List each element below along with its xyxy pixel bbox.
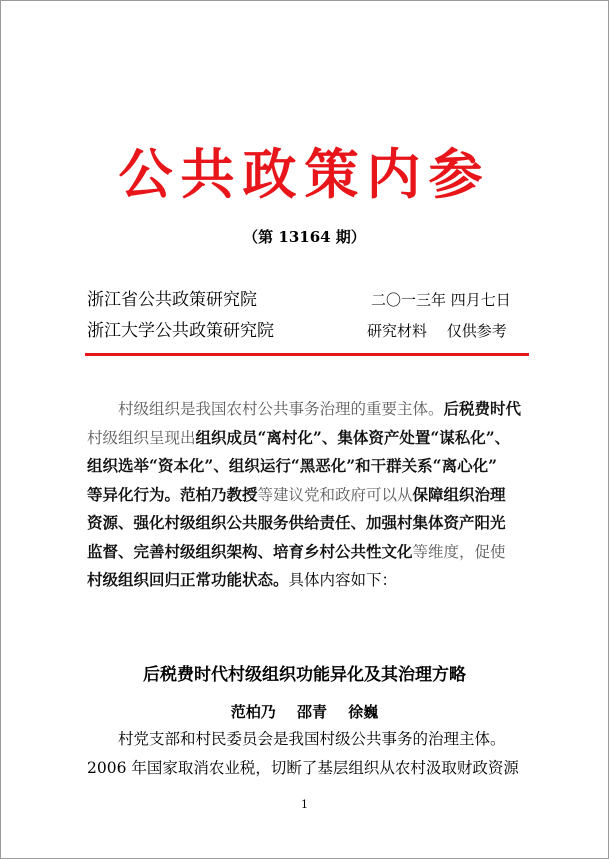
summary-text-run: 组织成员“离村化”、集体资产处置“谋私化”、 [195,427,511,447]
publisher-name-provincial: 浙江省公共政策研究院 [87,290,257,310]
summary-text-run: 组织选举“资本化”、组织运行“黑恶化”和干群关系“离心化” [87,456,497,475]
author-name: 邵青 [296,703,327,721]
publisher-name-university: 浙江大学公共政策研究院 [87,321,274,341]
summary-text-run: 村级组织是我国农村公共事务治理的重要主体。 [118,400,444,418]
masthead-title: 公共政策内参 [118,142,491,206]
summary-text-run: 监督、完善村级组织架构、培育乡村公共性文化 [87,541,413,561]
summary-text-run: 具体内容如下： [288,571,398,589]
author-name: 徐巍 [348,703,379,721]
summary-line [87,566,531,595]
summary-paragraph [87,395,531,595]
body-line: 2006 年国家取消农业税，切断了基层组织从农村汲取财政资源 [87,759,519,777]
summary-text-run: 资源、强化村级组织公共服务供给责任、加强村集体资产阳光 [87,513,506,532]
summary-line [87,395,531,424]
summary-line [87,481,531,510]
summary-text-run: 后税费时代 [443,399,522,418]
document-classification: 研究材料 仅供参考 [367,322,507,340]
summary-text-run: 保障组织治理 [412,484,506,504]
body-line: 村党支部和村民委员会是我国村级公共事务的治理主体。 [118,730,506,748]
summary-line [87,424,531,453]
summary-line [87,509,531,538]
article-authors [1,702,608,722]
red-divider-rule [85,353,529,356]
summary-line [87,538,531,567]
publisher-row-2 [87,318,527,344]
article-body [87,725,531,783]
article-title: 后税费时代村级组织功能异化及其治理方略 [143,665,466,685]
page-number: 1 [301,798,308,811]
summary-text-run: 范柏乃教授 [180,484,258,504]
summary-text-run: 村级组织呈现出 [87,428,196,447]
summary-text-run: 等维度，促使 [412,542,506,561]
summary-line [87,452,531,481]
summary-text-run: 村级组织回归正常功能状态。 [87,570,289,589]
publish-date: 二〇一三年 四月七日 [371,291,511,309]
publisher-row-1 [87,287,527,313]
author-name: 范柏乃 [230,703,276,721]
summary-text-run: 等异化行为。 [87,484,181,504]
issue-number: （第 13164 期） [243,228,366,246]
summary-text-run: 等建议党和政府可以从 [257,485,413,504]
